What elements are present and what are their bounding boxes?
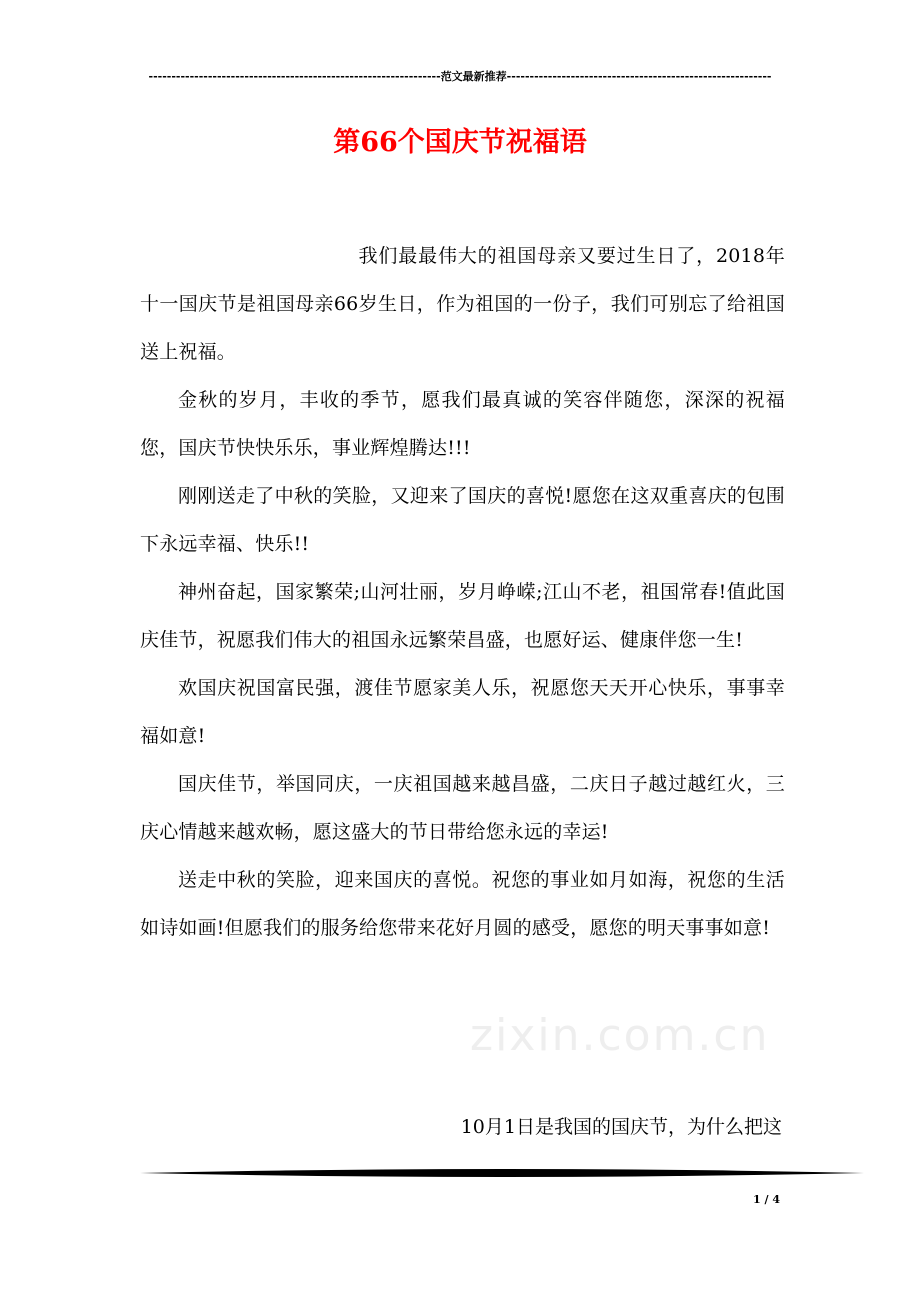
paragraph-5: 欢国庆祝国富民强，渡佳节愿家美人乐，祝愿您天天开心快乐，事事幸福如意! [140, 677, 785, 747]
page-number: 1 / 4 [753, 1193, 780, 1206]
trailing-line: 10月1日是我国的国庆节，为什么把这 [460, 1116, 782, 1138]
paragraph-3: 刚刚送走了中秋的笑脸，又迎来了国庆的喜悦!愿您在这双重喜庆的包围下永远幸福、快乐!! [140, 485, 785, 555]
page-header: ----------------------------------------------------------------范文最新推荐---------------------------------------------------------- [148, 70, 772, 83]
paragraph-1: 我们最最伟大的祖国母亲又要过生日了，2018年十一国庆节是祖国母亲66岁生日，作为祖国的一份子，我们可别忘了给祖国送上祝福。 [140, 245, 785, 363]
paragraph-7: 送走中秋的笑脸，迎来国庆的喜悦。祝您的事业如月如海，祝您的生活如诗如画!但愿我们的服务给您带来花好月圆的感受，愿您的明天事事如意! [140, 869, 785, 939]
watermark-text: zixin.com.cn [470, 1010, 770, 1061]
document-title: 第66个国庆节祝福语 [333, 127, 587, 158]
paragraph-4: 神州奋起，国家繁荣;山河壮丽，岁月峥嵘;江山不老，祖国常春!值此国庆佳节，祝愿我们伟大的祖国永远繁荣昌盛，也愿好运、健康伴您一生! [140, 581, 785, 651]
paragraph-2: 金秋的岁月，丰收的季节，愿我们最真诚的笑容伴随您，深深的祝福您，国庆节快快乐乐，事业辉煌腾达!!! [140, 389, 785, 459]
footer-divider [140, 1166, 864, 1180]
document-body [140, 232, 785, 952]
paragraph-6: 国庆佳节，举国同庆，一庆祖国越来越昌盛，二庆日子越过越红火，三庆心情越来越欢畅，愿这盛大的节日带给您永远的幸运! [140, 773, 785, 843]
